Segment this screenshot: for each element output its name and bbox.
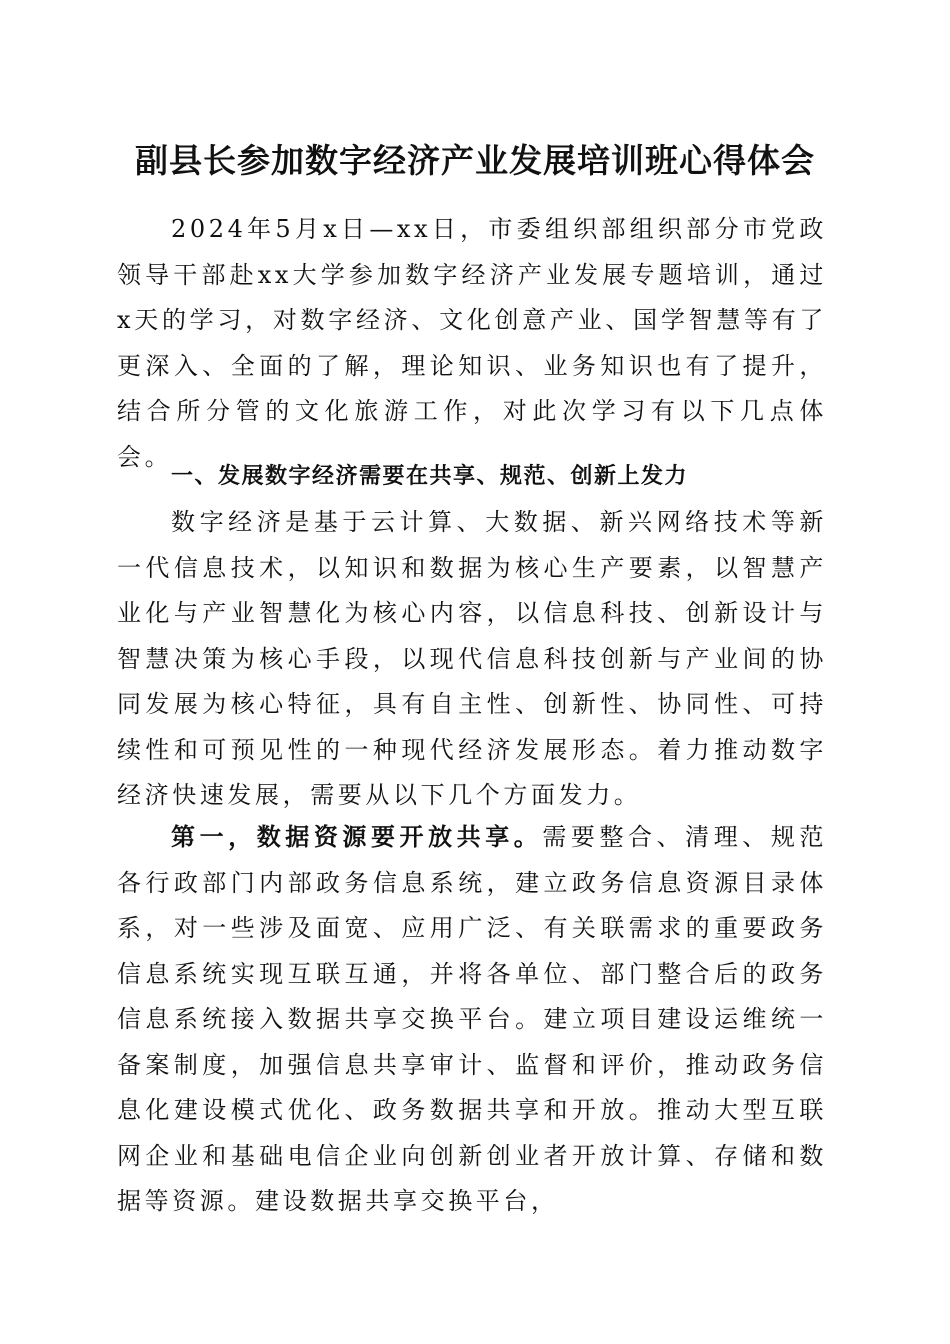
point-1-paragraph <box>117 814 827 1225</box>
document-title: 副县长参加数字经济产业发展培训班心得体会 <box>135 141 815 180</box>
intro-paragraph: 2024年5月x日—xx日，市委组织部组织部分市党政领导干部赴xx大学参加数字经济产业发展专题培训，通过x天的学习，对数字经济、文化创意产业、国学智慧等有了更深入、全面的了解，理论知识、业务知识也有了提升，结合所分管的文化旅游工作，对此次学习有以下几点体会。 <box>117 215 827 471</box>
section-1-paragraph: 数字经济是基于云计算、大数据、新兴网络技术等新一代信息技术，以知识和数据为核心生产要素，以智慧产业化与产业智慧化为核心内容，以信息科技、创新设计与智慧决策为核心手段，以现代信息科技创新与产业间的协同发展为核心特征，具有自主性、创新性、协同性、可持续性和可预见性的一种现代经济发展形态。着力推动数字经济快速发展，需要从以下几个方面发力。 <box>117 508 827 809</box>
section-heading-1: 一、发展数字经济需要在共享、规范、创新上发力 <box>171 464 689 489</box>
point-1-text: 需要整合、清理、规范各行政部门内部政务信息系统，建立政务信息资源目录体系，对一些涉及面宽、应用广泛、有关联需求的重要政务信息系统实现互联互通，并将各单位、部门整合后的政务信息系统接入数据共享交换平台。建立项目建设运维统一备案制度，加强信息共享审计、监督和评价，推动政务信息化建设模式优化、政务数据共享和开放。推动大型互联网企业和基础电信企业向创新创业者开放计算、存储和数据等资源。建设数据共享交换平台， <box>117 823 827 1215</box>
point-1-lead: 第一，数据资源要开放共享。 <box>171 822 543 851</box>
